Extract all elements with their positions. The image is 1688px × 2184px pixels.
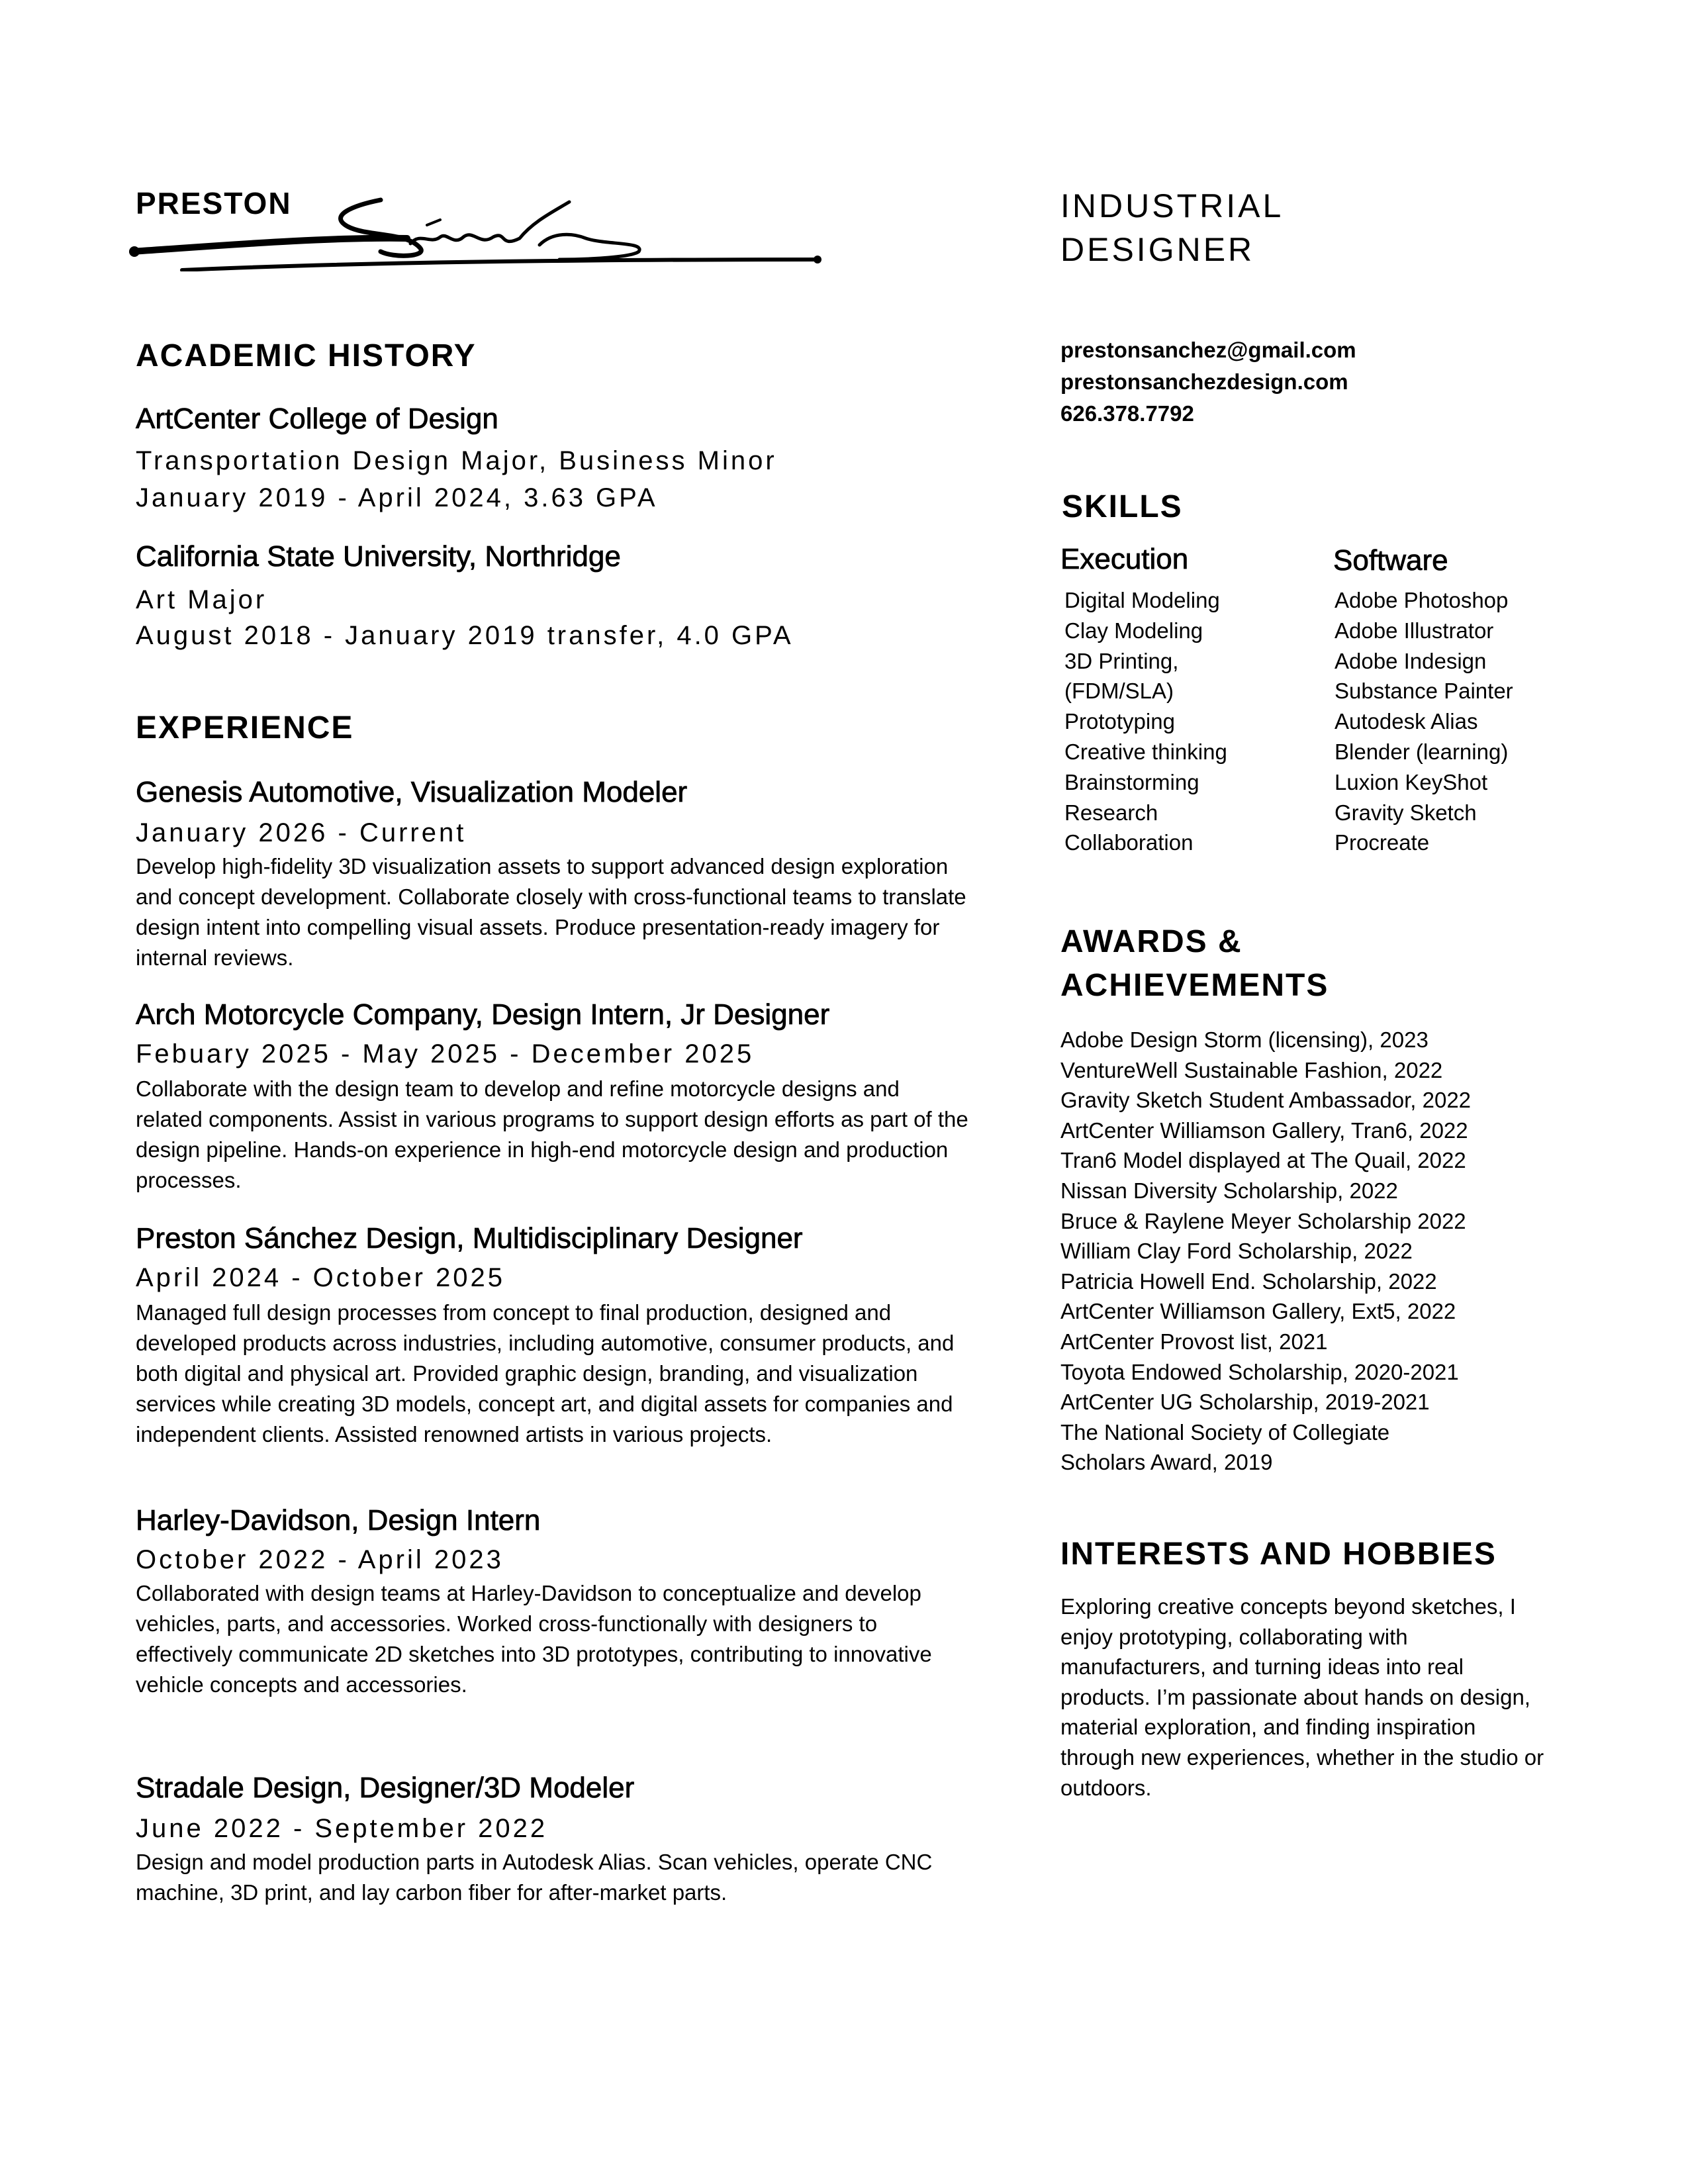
award-item: ArtCenter UG Scholarship, 2019-2021 (1060, 1390, 1430, 1415)
award-item: Toyota Endowed Scholarship, 2020-2021 (1060, 1359, 1459, 1384)
software-item: Adobe Photoshop (1335, 588, 1509, 612)
interests-text: Exploring creative concepts beyond sketches, I enjoy prototyping, collaborating with manufacturers, and turning ideas into real products. I’m passionate about hands on design, material exploration, and finding inspiration through new experiences, whether in the studio or outdoors. (1060, 1594, 1544, 1800)
software-skills-list (1335, 585, 1513, 858)
job-title: Stradale Design, Designer/3D Modeler (136, 1772, 635, 1804)
website-link[interactable]: prestonsanchezdesign.com (1060, 369, 1348, 394)
email-link[interactable]: prestonsanchez@gmail.com (1060, 338, 1356, 362)
award-item: Gravity Sketch Student Ambassador, 2022 (1060, 1088, 1472, 1113)
first-name: PRESTON (136, 186, 292, 220)
award-item: VentureWell Sustainable Fashion, 2022 (1060, 1057, 1443, 1082)
execution-heading: Execution (1060, 543, 1189, 575)
job-title: Genesis Automotive, Visualization Modeler (136, 776, 688, 808)
school-name: ArtCenter College of Design (136, 403, 498, 435)
job-dates: June 2022 - September 2022 (136, 1814, 548, 1843)
award-item: Adobe Design Storm (licensing), 2023 (1060, 1027, 1429, 1052)
job-description: Managed full design processes from concept to final production, designed and developed products across industries, including automotive, consumer products, and both digital and physical art. Provided graphic design, branding, and visualization services while creating 3D models, concept art, and digital assets for companies and independent clients. Assisted renowned artists in various projects. (136, 1300, 955, 1447)
signature-logo (129, 185, 824, 271)
award-item: ArtCenter Williamson Gallery, Tran6, 2022 (1060, 1117, 1468, 1143)
job-dates: October 2022 - April 2023 (136, 1545, 504, 1574)
skill-item: Clay Modeling (1064, 618, 1203, 643)
award-item: ArtCenter Williamson Gallery, Ext5, 2022 (1060, 1299, 1456, 1324)
skill-item: Prototyping (1064, 709, 1175, 734)
software-item: Procreate (1335, 830, 1430, 855)
execution-skills-list (1064, 585, 1227, 858)
skill-item: 3D Printing, (1064, 648, 1179, 673)
software-item: Autodesk Alias (1335, 709, 1478, 734)
software-item: Gravity Sketch (1335, 800, 1477, 825)
school-dates: August 2018 - January 2019 transfer, 4.0 GPA (136, 621, 794, 650)
skill-item: (FDM/SLA) (1064, 679, 1174, 704)
interests-heading: INTERESTS AND HOBBIES (1060, 1537, 1497, 1572)
job-description: Design and model production parts in Autodesk Alias. Scan vehicles, operate CNC machine, 3D print, and lay carbon fiber for after-market parts. (136, 1850, 933, 1905)
awards-list (1060, 1025, 1471, 1478)
phone-number[interactable]: 626.378.7792 (1060, 401, 1194, 426)
job-dates: Febuary 2025 - May 2025 - December 2025 (136, 1039, 755, 1068)
skill-item: Creative thinking (1064, 739, 1227, 764)
award-item: Bruce & Raylene Meyer Scholarship 2022 (1060, 1208, 1466, 1233)
academic-heading: ACADEMIC HISTORY (136, 338, 477, 373)
skill-item: Digital Modeling (1064, 588, 1220, 612)
job-description: Collaborated with design teams at Harley-Davidson to conceptualize and develop vehicles, parts, and accessories. Worked cross-functionally with designers to effectively communicate 2D sketches into 3D prototypes, contributing to innovative vehicle concepts and accessories. (136, 1581, 932, 1697)
award-item: Scholars Award, 2019 (1060, 1450, 1273, 1475)
software-heading: Software (1333, 544, 1448, 577)
awards-heading (1060, 920, 1329, 1008)
job-description: Collaborate with the design team to develop and refine motorcycle designs and related components. Assist in various programs to support design efforts as part of the design pipeline. Hands-on experience in high-end motorcycle design and production processes. (136, 1076, 968, 1192)
award-item: Tran6 Model displayed at The Quail, 2022 (1060, 1148, 1466, 1173)
software-item: Blender (learning) (1335, 739, 1509, 764)
awards-heading-line-1: AWARDS & (1060, 924, 1243, 959)
school-program: Art Major (136, 585, 267, 614)
experience-heading: EXPERIENCE (136, 710, 354, 745)
award-item: William Clay Ford Scholarship, 2022 (1060, 1239, 1413, 1264)
skill-item: Brainstorming (1064, 769, 1199, 794)
job-title (1060, 184, 1284, 271)
school-dates: January 2019 - April 2024, 3.63 GPA (136, 483, 658, 512)
award-item: ArtCenter Provost list, 2021 (1060, 1329, 1328, 1354)
job-description: Develop high-fidelity 3D visualization assets to support advanced design exploration and concept development. Collaborate closely with cross-functional teams to translate design intent into compelling visual assets. Produce presentation-ready imagery for internal reviews. (136, 854, 966, 970)
award-item: Patricia Howell End. Scholarship, 2022 (1060, 1268, 1437, 1294)
job-title-line-2: DESIGNER (1060, 231, 1255, 268)
school-program: Transportation Design Major, Business Minor (136, 446, 777, 475)
job-title: Preston Sánchez Design, Multidisciplinary Designer (136, 1222, 803, 1255)
job-title-line-1: INDUSTRIAL (1060, 187, 1284, 224)
award-item: The National Society of Collegiate (1060, 1419, 1390, 1445)
software-item: Adobe Indesign (1335, 648, 1487, 673)
software-item: Luxion KeyShot (1335, 769, 1488, 794)
job-title: Arch Motorcycle Company, Design Intern, Jr Designer (136, 998, 830, 1031)
school-name: California State University, Northridge (136, 540, 621, 573)
awards-heading-line-2: ACHIEVEMENTS (1060, 968, 1329, 1003)
software-item: Adobe Illustrator (1335, 618, 1494, 643)
job-title: Harley-Davidson, Design Intern (136, 1504, 541, 1537)
skill-item: Research (1064, 800, 1158, 825)
award-item: Nissan Diversity Scholarship, 2022 (1060, 1178, 1398, 1203)
job-dates: January 2026 - Current (136, 818, 467, 847)
skill-item: Collaboration (1064, 830, 1194, 855)
job-dates: April 2024 - October 2025 (136, 1263, 506, 1292)
contact-block (1060, 334, 1356, 430)
software-item: Substance Painter (1335, 679, 1513, 704)
skills-heading: SKILLS (1062, 489, 1183, 524)
